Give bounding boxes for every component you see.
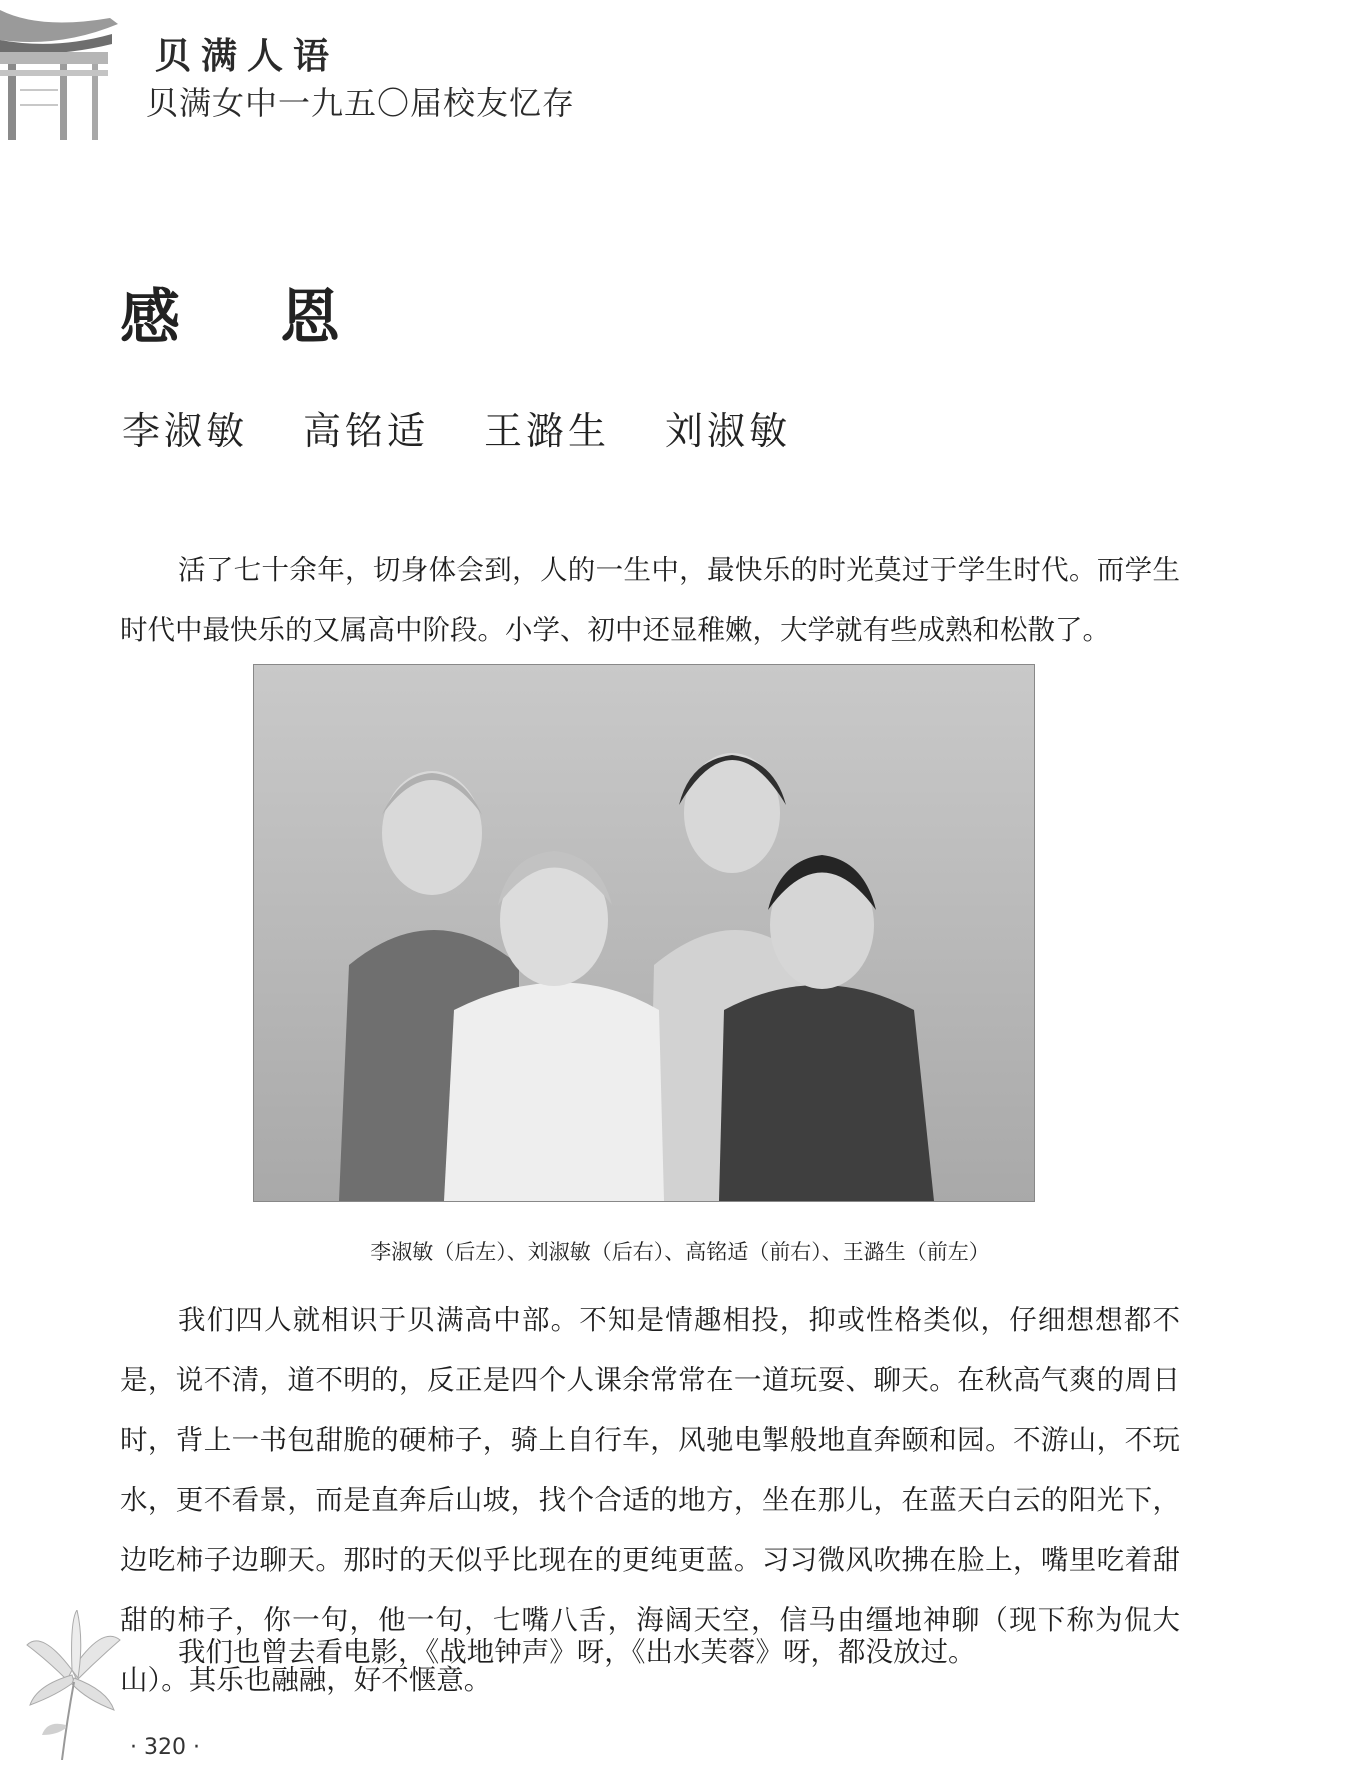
- body-paragraph: 活了七十余年，切身体会到，人的一生中，最快乐的时光莫过于学生时代。而学生时代中最快乐的又属高中阶段。小学、初中还显稚嫩，大学就有些成熟和松散了。: [120, 554, 1180, 646]
- body-paragraph: 我们四人就相识于贝满高中部。不知是情趣相投，抑或性格类似，仔细想想都不是，说不清，道不明的，反正是四个人课余常常在一道玩耍、聊天。在秋高气爽的周日时，背上一书包甜脆的硬柿子，骑上自行车，风驰电掣般地直奔颐和园。不游山，不玩水，更不看景，而是直奔后山坡，找个合适的地方，坐在那儿，在蓝天白云的阳光下，边吃柿子边聊天。那时的天似乎比现在的更纯更蓝。习习微风吹拂在脸上，嘴里吃着甜甜的柿子，你一句，他一句，七嘴八舌，海阔天空，信马由缰地神聊（现下称为侃大山）。其乐也融融，好不惬意。: [120, 1304, 1180, 1696]
- lily-flower-decoration: [22, 1610, 122, 1760]
- series-title: 贝满人语: [155, 36, 340, 77]
- author-list: [122, 400, 791, 455]
- pavilion-roof-illustration: [0, 0, 125, 140]
- article-title: 感恩: [120, 283, 440, 353]
- book-title: 贝满女中一九五〇届校友忆存: [146, 84, 576, 122]
- author-name: 刘淑敏: [665, 409, 792, 453]
- photo-caption: 李淑敏（后左）、刘淑敏（后右）、高铭适（前右）、王潞生（前左）: [370, 1240, 990, 1264]
- page-number: · 320 ·: [130, 1735, 200, 1760]
- author-name: 李淑敏: [122, 409, 249, 453]
- group-photo: [253, 664, 1035, 1202]
- author-name: 高铭适: [303, 409, 430, 453]
- author-name: 王潞生: [484, 409, 611, 453]
- body-paragraph: 我们也曾去看电影，《战地钟声》呀，《出水芙蓉》呀，都没放过。: [178, 1636, 976, 1668]
